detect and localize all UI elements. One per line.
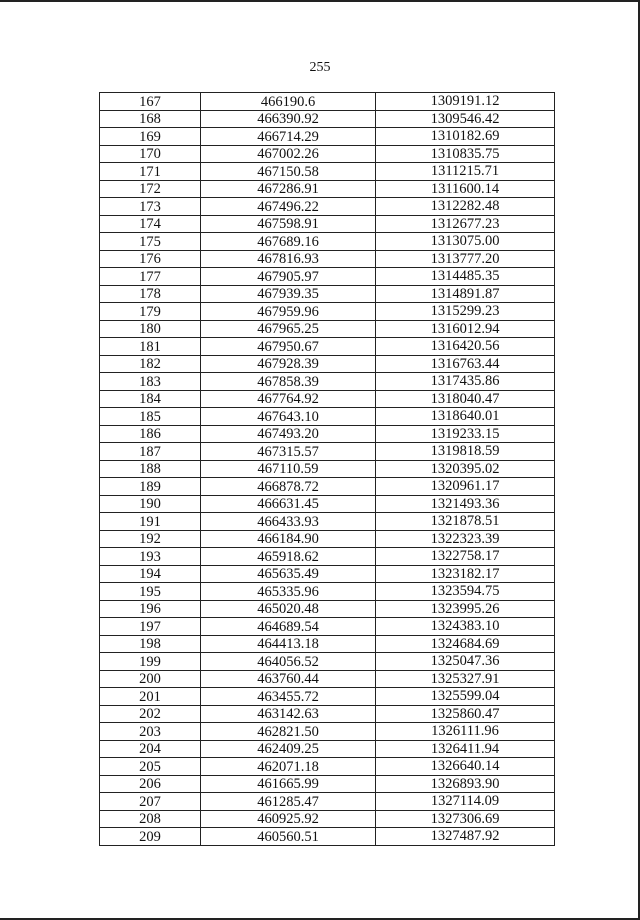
- y-coordinate-cell: 1310835.75: [376, 145, 555, 163]
- point-number-cell: 171: [100, 163, 201, 181]
- y-coordinate-cell: 1327306.69: [376, 810, 555, 828]
- y-coordinate-cell: 1327114.09: [376, 793, 555, 811]
- x-coordinate-cell: 467764.92: [201, 390, 376, 408]
- table-row: [100, 425, 555, 443]
- point-number-cell: 194: [100, 565, 201, 583]
- y-coordinate-cell: 1311215.71: [376, 163, 555, 181]
- y-coordinate-cell: 1324383.10: [376, 618, 555, 636]
- point-number-cell: 180: [100, 320, 201, 338]
- point-number-cell: 206: [100, 775, 201, 793]
- x-coordinate-cell: 461665.99: [201, 775, 376, 793]
- y-coordinate-cell: 1321493.36: [376, 495, 555, 513]
- table-row: [100, 390, 555, 408]
- point-number-cell: 196: [100, 600, 201, 618]
- y-coordinate-cell: 1323995.26: [376, 600, 555, 618]
- y-coordinate-cell: 1318640.01: [376, 408, 555, 426]
- table-row: [100, 198, 555, 216]
- table-row: [100, 285, 555, 303]
- table-row: [100, 110, 555, 128]
- x-coordinate-cell: 461285.47: [201, 793, 376, 811]
- x-coordinate-cell: 466878.72: [201, 478, 376, 496]
- y-coordinate-cell: 1316012.94: [376, 320, 555, 338]
- table-row: [100, 530, 555, 548]
- y-coordinate-cell: 1324684.69: [376, 635, 555, 653]
- x-coordinate-cell: 465020.48: [201, 600, 376, 618]
- y-coordinate-cell: 1318040.47: [376, 390, 555, 408]
- table-row: [100, 478, 555, 496]
- table-row: [100, 600, 555, 618]
- point-number-cell: 189: [100, 478, 201, 496]
- point-number-cell: 173: [100, 198, 201, 216]
- point-number-cell: 192: [100, 530, 201, 548]
- table-row: [100, 653, 555, 671]
- y-coordinate-cell: 1310182.69: [376, 128, 555, 146]
- x-coordinate-cell: 467002.26: [201, 145, 376, 163]
- y-coordinate-cell: 1313777.20: [376, 250, 555, 268]
- x-coordinate-cell: 467689.16: [201, 233, 376, 251]
- y-coordinate-cell: 1323182.17: [376, 565, 555, 583]
- table-row: [100, 180, 555, 198]
- y-coordinate-cell: 1327487.92: [376, 828, 555, 846]
- point-number-cell: 188: [100, 460, 201, 478]
- point-number-cell: 204: [100, 740, 201, 758]
- point-number-cell: 174: [100, 215, 201, 233]
- x-coordinate-cell: 462071.18: [201, 758, 376, 776]
- point-number-cell: 209: [100, 828, 201, 846]
- y-coordinate-cell: 1326893.90: [376, 775, 555, 793]
- x-coordinate-cell: 467858.39: [201, 373, 376, 391]
- table-row: [100, 460, 555, 478]
- point-number-cell: 203: [100, 723, 201, 741]
- x-coordinate-cell: 464413.18: [201, 635, 376, 653]
- y-coordinate-cell: 1320395.02: [376, 460, 555, 478]
- table-row: [100, 565, 555, 583]
- y-coordinate-cell: 1316763.44: [376, 355, 555, 373]
- y-coordinate-cell: 1326411.94: [376, 740, 555, 758]
- table-row: [100, 233, 555, 251]
- point-number-cell: 207: [100, 793, 201, 811]
- y-coordinate-cell: 1309546.42: [376, 110, 555, 128]
- table-row: [100, 145, 555, 163]
- x-coordinate-cell: 467150.58: [201, 163, 376, 181]
- point-number-cell: 182: [100, 355, 201, 373]
- x-coordinate-cell: 467496.22: [201, 198, 376, 216]
- point-number-cell: 202: [100, 705, 201, 723]
- point-number-cell: 195: [100, 583, 201, 601]
- y-coordinate-cell: 1325599.04: [376, 688, 555, 706]
- y-coordinate-cell: 1322323.39: [376, 530, 555, 548]
- y-coordinate-cell: 1325860.47: [376, 705, 555, 723]
- table-row: [100, 758, 555, 776]
- table-row: [100, 670, 555, 688]
- x-coordinate-cell: 467110.59: [201, 460, 376, 478]
- y-coordinate-cell: 1321878.51: [376, 513, 555, 531]
- y-coordinate-cell: 1316420.56: [376, 338, 555, 356]
- y-coordinate-cell: 1320961.17: [376, 478, 555, 496]
- table-row: [100, 320, 555, 338]
- x-coordinate-cell: 466190.6: [201, 93, 376, 111]
- table-row: [100, 618, 555, 636]
- x-coordinate-cell: 465335.96: [201, 583, 376, 601]
- x-coordinate-cell: 467816.93: [201, 250, 376, 268]
- table-row: [100, 495, 555, 513]
- y-coordinate-cell: 1326111.96: [376, 723, 555, 741]
- x-coordinate-cell: 467643.10: [201, 408, 376, 426]
- y-coordinate-cell: 1326640.14: [376, 758, 555, 776]
- table-row: [100, 548, 555, 566]
- x-coordinate-cell: 466433.93: [201, 513, 376, 531]
- table-row: [100, 723, 555, 741]
- y-coordinate-cell: 1312677.23: [376, 215, 555, 233]
- point-number-cell: 176: [100, 250, 201, 268]
- x-coordinate-cell: 460560.51: [201, 828, 376, 846]
- y-coordinate-cell: 1313075.00: [376, 233, 555, 251]
- point-number-cell: 178: [100, 285, 201, 303]
- x-coordinate-cell: 460925.92: [201, 810, 376, 828]
- x-coordinate-cell: 467959.96: [201, 303, 376, 321]
- point-number-cell: 185: [100, 408, 201, 426]
- x-coordinate-cell: 466714.29: [201, 128, 376, 146]
- point-number-cell: 186: [100, 425, 201, 443]
- point-number-cell: 199: [100, 653, 201, 671]
- y-coordinate-cell: 1311600.14: [376, 180, 555, 198]
- y-coordinate-cell: 1323594.75: [376, 583, 555, 601]
- x-coordinate-cell: 466184.90: [201, 530, 376, 548]
- point-number-cell: 191: [100, 513, 201, 531]
- x-coordinate-cell: 467928.39: [201, 355, 376, 373]
- point-number-cell: 187: [100, 443, 201, 461]
- y-coordinate-cell: 1325327.91: [376, 670, 555, 688]
- y-coordinate-cell: 1315299.23: [376, 303, 555, 321]
- table-row: [100, 303, 555, 321]
- y-coordinate-cell: 1322758.17: [376, 548, 555, 566]
- table-row: [100, 793, 555, 811]
- table-row: [100, 163, 555, 181]
- table-row: [100, 513, 555, 531]
- y-coordinate-cell: 1309191.12: [376, 93, 555, 111]
- x-coordinate-cell: 466390.92: [201, 110, 376, 128]
- point-number-cell: 177: [100, 268, 201, 286]
- x-coordinate-cell: 464056.52: [201, 653, 376, 671]
- y-coordinate-cell: 1325047.36: [376, 653, 555, 671]
- table-row: [100, 775, 555, 793]
- x-coordinate-cell: 467950.67: [201, 338, 376, 356]
- point-number-cell: 201: [100, 688, 201, 706]
- point-number-cell: 172: [100, 180, 201, 198]
- point-number-cell: 190: [100, 495, 201, 513]
- table-row: [100, 408, 555, 426]
- table-row: [100, 688, 555, 706]
- table-row: [100, 443, 555, 461]
- table-row: [100, 740, 555, 758]
- point-number-cell: 183: [100, 373, 201, 391]
- y-coordinate-cell: 1314485.35: [376, 268, 555, 286]
- x-coordinate-cell: 463760.44: [201, 670, 376, 688]
- x-coordinate-cell: 467939.35: [201, 285, 376, 303]
- x-coordinate-cell: 467598.91: [201, 215, 376, 233]
- point-number-cell: 181: [100, 338, 201, 356]
- table-row: [100, 338, 555, 356]
- point-number-cell: 200: [100, 670, 201, 688]
- x-coordinate-cell: 467905.97: [201, 268, 376, 286]
- y-coordinate-cell: 1319233.15: [376, 425, 555, 443]
- point-number-cell: 184: [100, 390, 201, 408]
- point-number-cell: 198: [100, 635, 201, 653]
- point-number-cell: 175: [100, 233, 201, 251]
- page-number: 255: [309, 60, 331, 75]
- point-number-cell: 193: [100, 548, 201, 566]
- table-row: [100, 93, 555, 111]
- table-row: [100, 250, 555, 268]
- point-number-cell: 170: [100, 145, 201, 163]
- point-number-cell: 197: [100, 618, 201, 636]
- y-coordinate-cell: 1314891.87: [376, 285, 555, 303]
- table-row: [100, 215, 555, 233]
- point-number-cell: 208: [100, 810, 201, 828]
- table-row: [100, 373, 555, 391]
- x-coordinate-cell: 465635.49: [201, 565, 376, 583]
- x-coordinate-cell: 462821.50: [201, 723, 376, 741]
- point-number-cell: 179: [100, 303, 201, 321]
- x-coordinate-cell: 463142.63: [201, 705, 376, 723]
- point-number-cell: 205: [100, 758, 201, 776]
- x-coordinate-cell: 463455.72: [201, 688, 376, 706]
- table-row: [100, 355, 555, 373]
- table-row: [100, 268, 555, 286]
- point-number-cell: 169: [100, 128, 201, 146]
- y-coordinate-cell: 1319818.59: [376, 443, 555, 461]
- x-coordinate-cell: 467965.25: [201, 320, 376, 338]
- x-coordinate-cell: 466631.45: [201, 495, 376, 513]
- table-row: [100, 635, 555, 653]
- table-row: [100, 583, 555, 601]
- table-row: [100, 128, 555, 146]
- x-coordinate-cell: 467315.57: [201, 443, 376, 461]
- y-coordinate-cell: 1312282.48: [376, 198, 555, 216]
- x-coordinate-cell: 465918.62: [201, 548, 376, 566]
- x-coordinate-cell: 467493.20: [201, 425, 376, 443]
- table-body: [100, 93, 555, 846]
- table-row: [100, 828, 555, 846]
- y-coordinate-cell: 1317435.86: [376, 373, 555, 391]
- x-coordinate-cell: 462409.25: [201, 740, 376, 758]
- x-coordinate-cell: 467286.91: [201, 180, 376, 198]
- x-coordinate-cell: 464689.54: [201, 618, 376, 636]
- point-number-cell: 167: [100, 93, 201, 111]
- table-row: [100, 810, 555, 828]
- table-row: [100, 705, 555, 723]
- point-number-cell: 168: [100, 110, 201, 128]
- coordinate-table: [99, 92, 555, 846]
